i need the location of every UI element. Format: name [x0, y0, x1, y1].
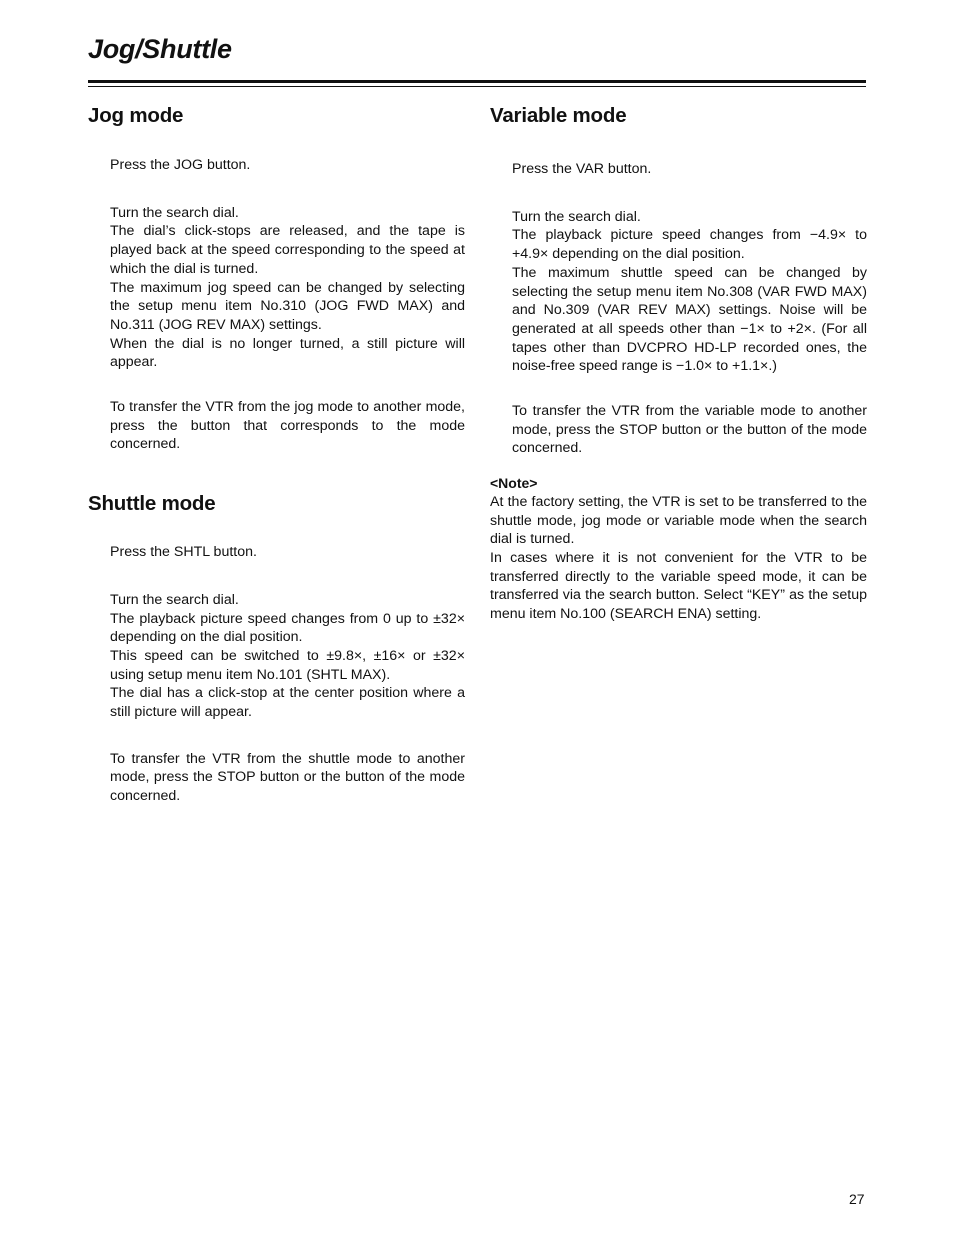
note-heading: <Note>: [490, 475, 538, 492]
shuttle-mode-section: [88, 492, 465, 806]
shuttle-step-2-line: This speed can be switched to ±9.8×, ±16× or ±32× using setup menu item No.101 (SHTL MAX).: [110, 647, 465, 683]
header-rule-thin: [88, 86, 866, 87]
note-line: At the factory setting, the VTR is set to be transferred to the shuttle mode, jog mode or variable mode when the search dial is turned.: [490, 493, 867, 548]
shuttle-step-2-line: The dial has a click-stop at the center position where a still picture will appear.: [110, 685, 465, 721]
jog-mode-heading: Jog mode: [88, 104, 184, 127]
variable-step-2: [512, 208, 867, 376]
header-rule-thick: [88, 80, 866, 83]
variable-step-3: To transfer the VTR from the variable mode to another mode, press the STOP button or the button of the mode concerned.: [512, 403, 867, 457]
shuttle-step-2-line: The playback picture speed changes from 0 up to ±32× depending on the dial position.: [110, 610, 465, 646]
page-number: 27: [849, 1191, 865, 1207]
jog-step-2-line: Turn the search dial.: [110, 204, 239, 221]
jog-step-3: To transfer the VTR from the jog mode to another mode, press the button that corresponds to the mode concerned.: [110, 399, 465, 453]
shuttle-mode-heading: Shuttle mode: [88, 492, 216, 516]
shuttle-step-3: To transfer the VTR from the shuttle mode to another mode, press the STOP button or the button of the mode concerned.: [110, 750, 465, 805]
note-section: [490, 474, 867, 624]
jog-step-2-line: The dial’s click-stops are released, and the tape is played back at the speed corresponding to the speed at which the dial is turned.: [110, 223, 465, 277]
shuttle-step-1: Press the SHTL button.: [110, 544, 257, 561]
shuttle-step-2: [110, 591, 465, 722]
variable-step-2-line: Turn the search dial.: [512, 208, 641, 225]
variable-mode-heading: Variable mode: [490, 104, 627, 127]
shuttle-step-2-line: Turn the search dial.: [110, 591, 239, 608]
variable-step-2-line: The maximum shuttle speed can be changed by selecting the setup menu item No.308 (VAR FWD MAX) and No.309 (VAR REV MAX) settings. Noise will be generated at all speeds other than −1× to +2×. (For all tapes other than DVCPRO HD-LP recorded ones, the noise-free speed range is −1.0× to +1.1×.): [512, 264, 867, 375]
jog-step-2-line: When the dial is no longer turned, a still picture will appear.: [110, 335, 465, 371]
jog-step-2-line: The maximum jog speed can be changed by selecting the setup menu item No.310 (JOG FWD MAX) and No.311 (JOG REV MAX) settings.: [110, 279, 465, 333]
jog-step-2: [110, 204, 465, 372]
note-line: In cases where it is not convenient for the VTR to be transferred directly to the variable speed mode, it can be transferred via the search button. Select “KEY” as the setup menu item No.100 (SEARCH ENA) setting.: [490, 549, 867, 623]
page-title: Jog/Shuttle: [88, 34, 232, 64]
jog-step-1: Press the JOG button.: [110, 157, 251, 173]
jog-mode-section: [88, 104, 465, 454]
left-column: [88, 104, 465, 806]
variable-step-2-line: The playback picture speed changes from −4.9× to +4.9× depending on the dial position.: [512, 227, 867, 263]
variable-step-1: Press the VAR button.: [512, 161, 652, 177]
right-column: [490, 104, 867, 624]
variable-mode-section: [490, 104, 867, 458]
